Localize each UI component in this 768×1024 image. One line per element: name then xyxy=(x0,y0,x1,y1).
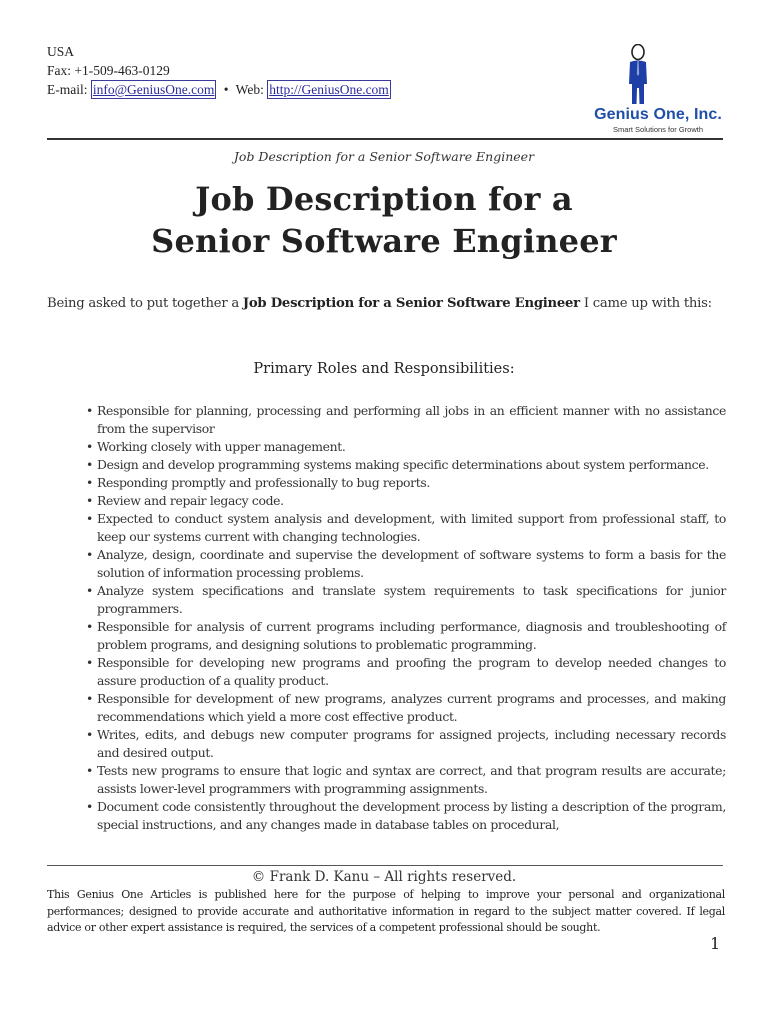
fax-number: Fax: +1-509-463-0129 xyxy=(47,63,170,78)
email-web-line xyxy=(47,80,391,99)
bullet-icon: • xyxy=(86,619,93,634)
running-header: Job Description for a Senior Software Engineer xyxy=(233,149,535,164)
page-title xyxy=(0,178,768,262)
intro-text-after: I came up with this: xyxy=(579,296,712,311)
section-heading: Primary Roles and Responsibilities: xyxy=(253,361,515,377)
list-item: • Writes, edits, and debugs new computer programs for assigned projects, including necessary records and desired output. xyxy=(86,727,726,760)
bullet-icon: • xyxy=(86,457,93,472)
bullet-icon: • xyxy=(86,493,93,508)
list-item: • Tests new programs to ensure that logic and syntax are correct, and that program results are accurate; assists lower-level programmers with programming assignments. xyxy=(86,763,726,796)
footer-divider xyxy=(47,865,723,866)
bullet-icon: • xyxy=(86,583,93,598)
bullet-icon: • xyxy=(86,475,93,490)
list-item: • Responsible for development of new programs, analyzes current programs and processes, and making recommendations which yield a more cost effective product. xyxy=(86,691,726,724)
email-link[interactable]: info@GeniusOne.com xyxy=(92,82,215,97)
responsibilities-list xyxy=(86,402,726,834)
contact-block xyxy=(47,42,391,99)
intro-text-before: Being asked to put together a xyxy=(47,296,243,311)
list-item: • Responsible for analysis of current programs including performance, diagnosis and troubleshooting of problem programs, and designing solutions to problematic programming. xyxy=(86,619,726,652)
copyright-notice: © Frank D. Kanu – All rights reserved. xyxy=(251,869,517,885)
list-item: • Expected to conduct system analysis and development, with limited support from professional staff, to keep our systems current with changing technologies. xyxy=(86,511,726,544)
list-item: • Responsible for planning, processing and performing all jobs in an efficient manner with no assistance from the supervisor xyxy=(86,403,726,436)
bullet-icon: • xyxy=(86,799,93,814)
bullet-icon: • xyxy=(86,691,93,706)
list-item: • Document code consistently throughout the development process by listing a description of the program, special instructions, and any changes made in database tables on procedural, xyxy=(86,799,726,832)
bullet-icon: • xyxy=(86,403,93,418)
bullet-icon: • xyxy=(86,763,93,778)
company-logo xyxy=(583,44,733,139)
title-line-1: Job Description for a xyxy=(195,180,573,218)
disclaimer-text: This Genius One Articles is published here for the purpose of helping to improve your personal and organizational performances; designed to provide accurate and authoritative information in regard to the subject matter covered. If legal advice or other expert assistance is required, the services of a competent professional should be sought. xyxy=(47,888,725,934)
separator: • xyxy=(223,82,229,97)
person-figure-icon xyxy=(625,44,651,106)
page-number: 1 xyxy=(710,934,721,953)
header-divider xyxy=(47,138,723,140)
bullet-icon: • xyxy=(86,727,93,742)
company-name: Genius One, Inc. xyxy=(594,106,722,123)
bullet-icon: • xyxy=(86,547,93,562)
bullet-icon: • xyxy=(86,655,93,670)
bullet-icon: • xyxy=(86,439,93,454)
web-label: Web: xyxy=(235,82,264,97)
bullet-icon: • xyxy=(86,511,93,526)
list-item: • Working closely with upper management. xyxy=(86,439,346,454)
company-tagline: Smart Solutions for Growth xyxy=(612,125,704,134)
list-item: • Design and develop programming systems making specific determinations about system performance. xyxy=(86,457,709,472)
email-label: E-mail: xyxy=(47,82,88,97)
title-line-2: Senior Software Engineer xyxy=(151,222,617,260)
list-item: • Responsible for developing new programs and proofing the program to develop needed changes to assure production of a quality product. xyxy=(86,655,726,688)
web-link[interactable]: http://GeniusOne.com xyxy=(269,82,389,97)
list-item: • Responding promptly and professionally to bug reports. xyxy=(86,475,430,490)
list-item: • Review and repair legacy code. xyxy=(86,493,284,508)
list-item: • Analyze system specifications and translate system requirements to task specifications for junior programmers. xyxy=(86,583,726,616)
intro-paragraph xyxy=(47,295,725,313)
list-item: • Analyze, design, coordinate and supervise the development of software systems to form a basis for the solution of information processing problems. xyxy=(86,547,726,580)
country: USA xyxy=(47,44,75,59)
intro-bold-text: Job Description for a Senior Software Engineer xyxy=(242,296,580,311)
